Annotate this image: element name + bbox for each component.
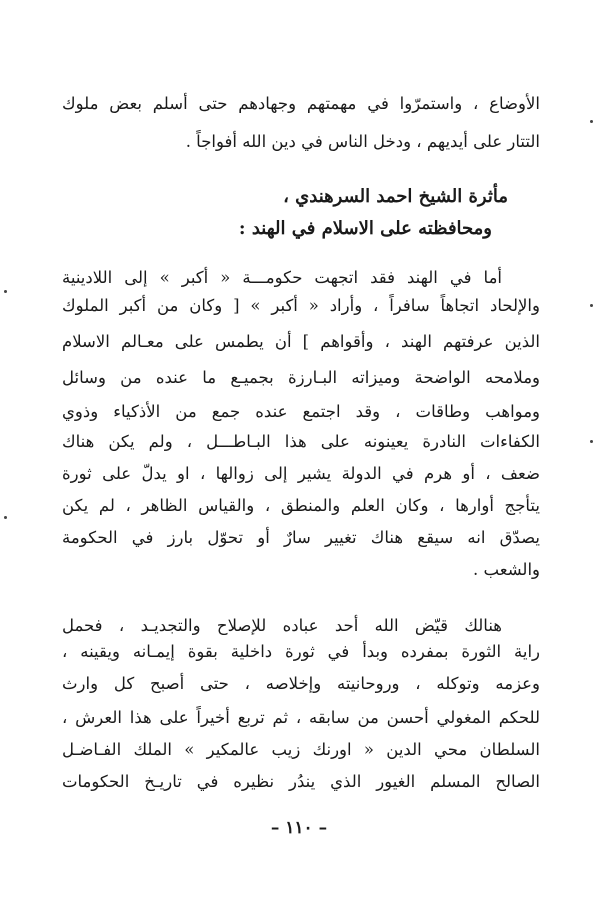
text-line: أما في الهند فقد اتجهت حكومـــة « أكبر » إلى اللادينية xyxy=(62,268,502,287)
text-line: الأوضاع ، واستمرّوا في مهمتهم وجهادهم حتى أسلم بعض ملوك xyxy=(62,94,540,113)
text-line: الكفاءات النادرة يعينونه على هذا البـاطـــل ، ولم يكن هناك xyxy=(62,432,540,451)
text-line: والإلحاد اتجاهاً سافراً ، وأراد « أكبر » [ وكان من أكبر الملوك xyxy=(62,296,540,315)
scan-mark xyxy=(4,290,7,293)
scan-mark xyxy=(590,440,593,443)
text-line: ضعف ، أو هرم في الدولة يشير إلى زوالها ، او يدلّ على ثورة xyxy=(62,464,540,483)
text-line: هنالك قيّض الله أحد عباده للإصلاح والتجديـد ، فحمل xyxy=(62,616,502,635)
text-line: والشعب . xyxy=(473,560,540,579)
text-line: يتأجج أوارها ، وكان العلم والمنطق ، والقياس الظاهر ، لم يكن xyxy=(62,496,540,515)
scan-mark xyxy=(590,304,593,307)
section-heading: مأثرة الشيخ احمد السرهندي ، xyxy=(283,186,508,207)
text-line: راية الثورة بمفرده وبدأ في ثورة داخلية بقوة إيمـانه ويقينه ، xyxy=(62,642,540,661)
scan-mark xyxy=(590,120,593,123)
page-number: – ١١٠ – xyxy=(270,818,328,838)
text-line: السلطان محي الدين « اورنك زيب عالمكير » الملك الفـاضـل xyxy=(62,740,540,759)
text-line: ومواهب وطاقات ، وقد اجتمع عنده جمع من الأذكياء وذوي xyxy=(62,402,540,421)
section-heading: ومحافظته على الاسلام في الهند : xyxy=(238,218,492,239)
text-line: التتار على أيديهم ، ودخل الناس في دين الله أفواجاً . xyxy=(185,132,540,151)
text-line: للحكم المغولي أحسن من سابقه ، ثم تربع أخيراً على هذا العرش ، xyxy=(62,708,540,727)
text-line: يصدّق انه سيقع هناك تغيير سارٌ أو تحوّل بارز في الحكومة xyxy=(62,528,540,547)
text-line: الصالح المسلم الغيور الذي يندُر نظيره في تاريـخ الحكومات xyxy=(62,772,540,791)
text-line: وعزمه وتوكله ، وروحانيته وإخلاصه ، حتى أصبح كل وارث xyxy=(62,674,540,693)
text-line: وملامحه الواضحة وميزاته البـارزة بجميـع ما عنده من وسائل xyxy=(62,368,540,387)
text-line: الذين عرفتهم الهند ، وأقواهم ] أن يطمس على معـالم الاسلام xyxy=(62,332,540,351)
scan-mark xyxy=(4,516,7,519)
